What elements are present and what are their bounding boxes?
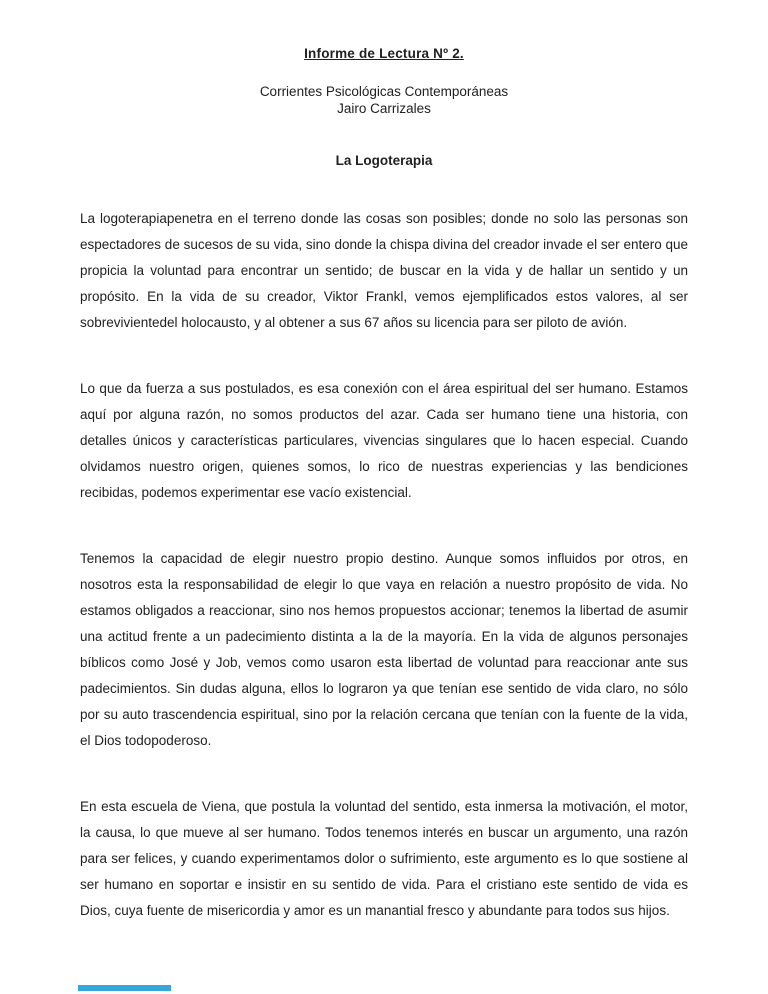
document-subtitle <box>0 83 768 117</box>
document-header <box>0 0 768 168</box>
author-name: Jairo Carrizales <box>337 101 431 116</box>
body-paragraph-3: Tenemos la capacidad de elegir nuestro propio destino. Aunque somos influidos por otros, en nosotros esta la responsabilidad de elegir lo que vaya en relación a nuestro propósito de vida. No estamos obligados a reaccionar, sino nos hemos propuestos accionar; tenemos la libertad de asumir una actitud frente a un padecimiento distinta a la de la mayoría. En la vida de algunos personajes bíblicos como José y Job, vemos como usaron esta libertad de voluntad para reaccionar ante sus padecimientos. Sin dudas alguna, ellos lo lograron ya que tenían ese sentido de vida claro, no sólo por su auto trascendencia espiritual, sino por la relación cercana que tenían con la fuente de la vida, el Dios todopoderoso. <box>80 551 688 748</box>
body-paragraph-2: Lo que da fuerza a sus postulados, es esa conexión con el área espiritual del ser humano. Estamos aquí por alguna razón, no somos productos del azar. Cada ser humano tiene una historia, con detalles únicos y características particulares, vivencias singulares que lo hacen especial. Cuando olvidamos nuestro origen, quienes somos, lo rico de nuestras experiencias y las bendiciones recibidas, podemos experimentar ese vacío existencial. <box>80 381 688 500</box>
footer-progress-bar <box>78 985 171 991</box>
body-paragraph-4: En esta escuela de Viena, que postula la voluntad del sentido, esta inmersa la motivación, el motor, la causa, lo que mueve al ser humano. Todos tenemos interés en buscar un argumento, una razón para ser felices, y cuando experimentamos dolor o sufrimiento, este argumento es lo que sostiene al ser humano en soportar e insistir en su sentido de vida. Para el cristiano este sentido de vida es Dios, cuya fuente de misericordia y amor es un manantial fresco y abundante para todos sus hijos. <box>80 799 688 918</box>
document-body <box>80 206 688 924</box>
body-paragraph-1: La logoterapiapenetra en el terreno donde las cosas son posibles; donde no solo las personas son espectadores de sucesos de su vida, sino donde la chispa divina del creador invade el ser entero que propicia la voluntad para encontrar un sentido; de buscar en la vida y de hallar un sentido y un propósito. En la vida de su creador, Viktor Frankl, vemos ejemplificados estos valores, al ser sobrevivientedel holocausto, y al obtener a sus 67 años su licencia para ser piloto de avión. <box>80 211 688 330</box>
course-name: Corrientes Psicológicas Contemporáneas <box>259 84 509 99</box>
document-title: Informe de Lectura Nº 2. <box>304 46 464 61</box>
section-heading: La Logoterapia <box>335 153 433 168</box>
